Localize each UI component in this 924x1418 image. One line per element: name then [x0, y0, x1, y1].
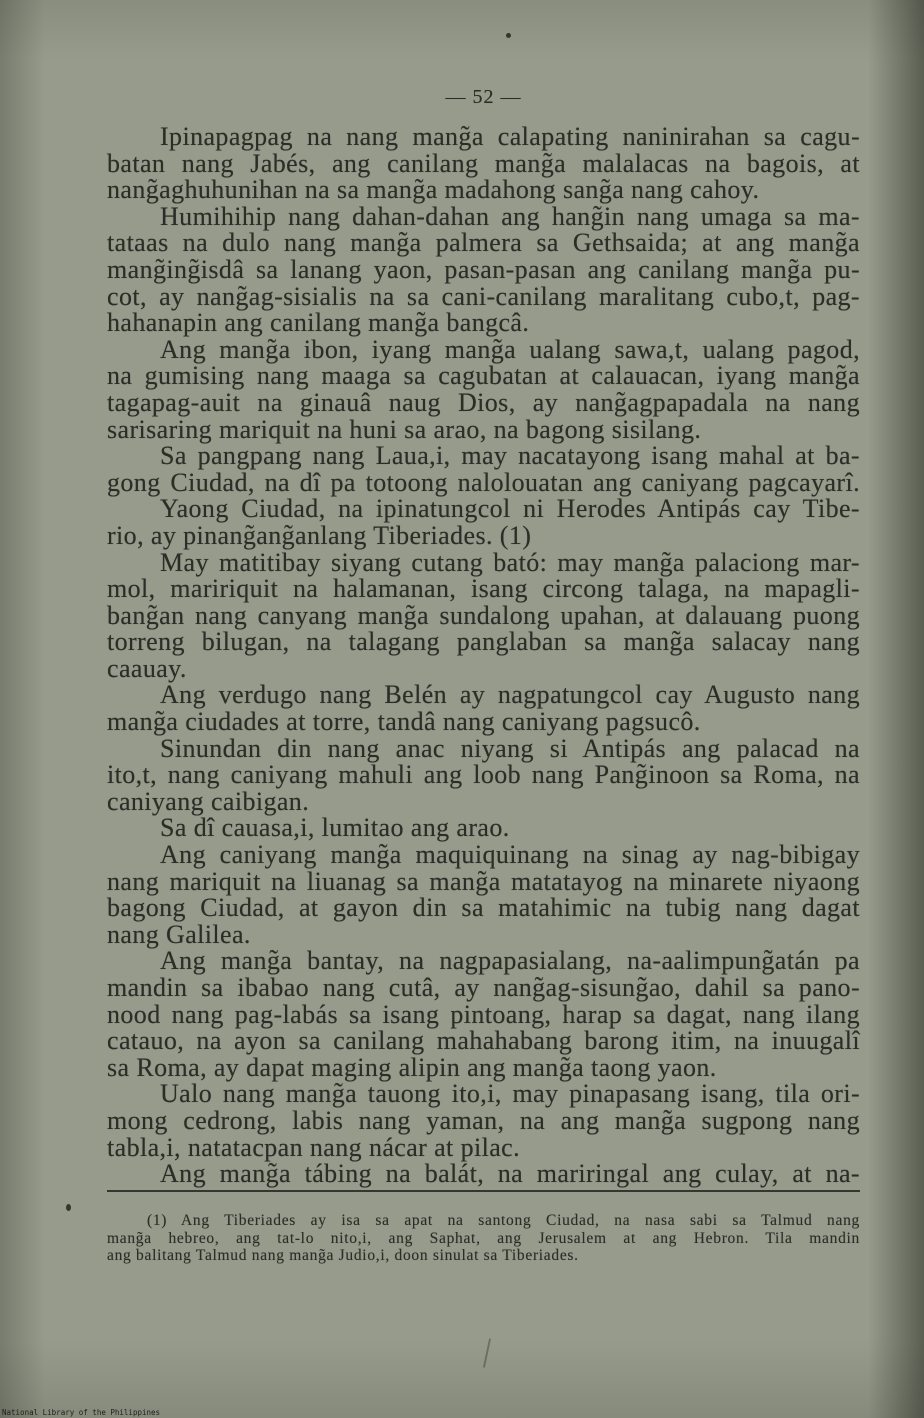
text-line: Ang caniyang mang̃a maquiquinang na sinag ay nag-bibigay: [160, 840, 860, 870]
body-text: [107, 124, 860, 1188]
text-line: tataas na dulo nang mang̃a palmera sa Gethsaida; at ang mang̃a: [107, 228, 860, 258]
text-line: nang mariquit na liuanag sa mang̃a matatayog na minarete niyaong: [107, 866, 860, 896]
text-line: batan nang Jabés, ang canilang mang̃a malalacas na bagois, at: [107, 148, 860, 178]
text-line: Ualo nang mang̃a tauong ito,i, may pinapasang isang, tila ori-: [160, 1079, 860, 1109]
text-line: mong cedrong, labis nang yaman, na ang mang̃a sugpong nang: [107, 1105, 860, 1135]
text-line: May matitibay siyang cutang bató: may mang̃a palaciong mar-: [160, 547, 860, 577]
paragraph: [107, 842, 860, 948]
paragraph: [107, 124, 860, 204]
text-line: caniyang caibigan.: [107, 786, 310, 816]
text-line: tagapag-auit na ginauâ naug Dios, ay nang̃agpapadala na nang: [107, 387, 860, 417]
library-credit: National Library of the Philippines: [2, 1408, 161, 1417]
text-line: gong Ciudad, na dî pa totoong nalolouatan ang caniyang pagcayarî.: [107, 467, 860, 497]
text-line: cot, ay nang̃ag-sisialis na sa cani-canilang maralitang cubo,t, pag-: [107, 281, 860, 311]
text-line: Ang verdugo nang Belén ay nagpatungcol cay Augusto nang: [160, 680, 860, 710]
text-line: nang̃aghuhunihan na sa mang̃a madahong sang̃a nang cahoy.: [107, 175, 760, 205]
text-line: Ang mang̃a ibon, iyang mang̃a ualang sawa,t, ualang pagod,: [160, 334, 860, 364]
text-line: mang̃ing̃isdâ sa lanang yaon, pasan-pasan ang canilang mang̃a pu-: [107, 254, 860, 284]
paragraph: [107, 1161, 860, 1188]
scan-speck: [483, 1338, 491, 1368]
text-line: sa Roma, ay dapat maging alipin ang mang̃a taong yaon.: [107, 1052, 717, 1082]
paragraph: [107, 334, 860, 444]
footnote-line: mang̃a hebreo, ang tat-lo nito,i, ang Saphat, ang Jerusalem at ang Hebron. Tila mandin: [107, 1229, 860, 1247]
text-line: rio, ay pinang̃ang̃anlang Tiberiades. (1): [107, 520, 532, 550]
text-line: hahanapin ang canilang mang̃a bangcâ.: [107, 308, 530, 338]
paragraph: [107, 733, 860, 816]
footnote: [107, 1212, 860, 1265]
paragraph: [107, 682, 860, 735]
scan-speck: [66, 1204, 71, 1211]
text-line: torreng bilugan, na talagang panglaban sa mang̃a salacay nang: [107, 627, 860, 657]
paragraph: [107, 201, 860, 338]
paragraph: [107, 948, 860, 1081]
text-line: catauo, na ayon sa canilang mahahabang barong itim, na inuugalî: [107, 1026, 860, 1056]
footnote-rule: [107, 1190, 860, 1192]
text-line: Sa pangpang nang Laua,i, may nacatayong isang mahal at ba-: [160, 441, 860, 471]
text-line: Sinundan din nang anac niyang si Antipás ang palacad na: [160, 733, 860, 763]
text-line: Sa dî cauasa,i, lumitao ang arao.: [160, 813, 510, 843]
text-line: na gumising nang maaga sa cagubatan at calauacan, iyang mang̃a: [107, 361, 860, 391]
text-line: mandin sa ibabao nang cutâ, ay nang̃ag-sisung̃ao, dahil sa pano-: [107, 973, 860, 1002]
paragraph: [107, 443, 860, 496]
text-line: nang Galilea.: [107, 919, 251, 949]
text-line: tabla,i, natatacpan nang nácar at pilac.: [107, 1132, 521, 1162]
text-line: Ang mang̃a bantay, na nagpapasialang, na-aalimpung̃atán pa: [160, 946, 860, 976]
footnote-line: ang balitang Talmud nang mang̃a Judio,i, doon sinulat sa Tiberiades.: [107, 1247, 579, 1264]
text-line: bagong Ciudad, at gayon din sa matahimic na tubig nang dagat: [107, 893, 860, 923]
text-line: Humihihip nang dahan-dahan ang hang̃in nang umaga sa ma-: [160, 201, 860, 231]
text-line: mol, maririquit na halamanan, isang circong talaga, na mapagli-: [107, 574, 860, 604]
text-line: Ipinapagpag na nang mang̃a calapating naninirahan sa cagu-: [160, 122, 860, 151]
paragraph: [107, 1081, 860, 1161]
text-line: Yaong Ciudad, na ipinatungcol ni Herodes Antipás cay Tibe-: [160, 494, 860, 524]
text-line: mang̃a ciudades at torre, tandâ nang caniyang pagsucô.: [107, 707, 701, 737]
text-line: sarisaring mariquit na huni sa arao, na bagong sisilang.: [107, 414, 702, 444]
scan-speck: [506, 33, 511, 38]
page-number: — 52 —: [445, 86, 522, 108]
text-line: nood nang pag-labás sa isang pintoang, harap sa dagat, nang ilang: [107, 999, 860, 1029]
footnote-line: (1) Ang Tiberiades ay isa sa apat na santong Ciudad, na nasa sabi sa Talmud nang: [147, 1212, 860, 1229]
text-line: Ang mang̃a tábing na balát, na mariringal ang culay, at na-: [160, 1159, 860, 1189]
paragraph: [107, 815, 860, 842]
paragraph: [107, 547, 860, 683]
paragraph: [107, 496, 860, 549]
text-line: ito,t, nang caniyang mahuli ang loob nang Pang̃inoon sa Roma, na: [107, 760, 860, 790]
text-line: bang̃an nang canyang mang̃a sundalong upahan, at dalauang puong: [107, 600, 860, 630]
text-line: caauay.: [107, 653, 187, 683]
